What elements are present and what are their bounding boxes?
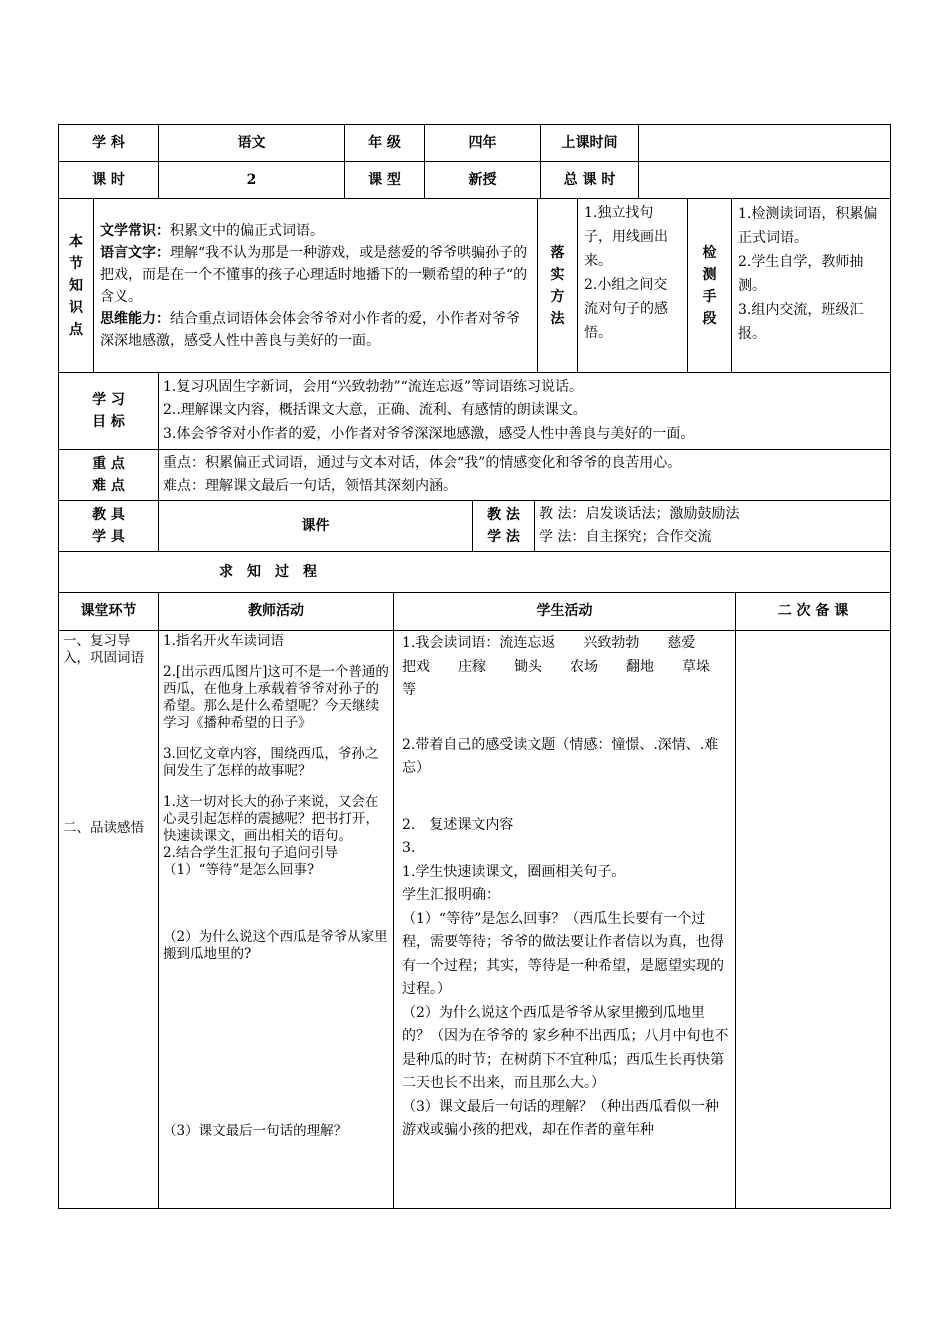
knowledge-content — [94, 199, 538, 373]
student-item: （2）为什么说这个西瓜是爷爷从家里搬到瓜地里的？（因为在爷爷的 家乡种不出西瓜；八月中旬也不是种瓜的时节；在树荫下不宜种瓜；西瓜生长再快第二天也长不出来，而且那么大。） — [402, 1004, 729, 1091]
subject-label: 学 科 — [59, 125, 159, 162]
knowledge-label: 本 节 知 识 点 — [59, 199, 94, 373]
tools-label: 教 具 学 具 — [59, 501, 159, 552]
student-item: 3. — [402, 840, 416, 856]
student-item: 1.学生快速读课文，圈画相关句子。 — [402, 863, 626, 880]
process-table — [58, 592, 891, 1209]
class-time-value[interactable] — [639, 125, 891, 162]
teacher-item: 2.[出示西瓜图片]这可不是一个普通的西瓜，在他身上承载着爷爷对孙子的希望。那么是什么希望呢？今天继续学习《播种希望的日子》 — [163, 664, 389, 731]
knowledge-item: 文学常识：积累文中的偏正式词语。 — [100, 222, 324, 239]
column-stage: 课堂环节 — [59, 593, 159, 631]
teacher-column — [159, 631, 394, 1209]
grade-value: 四年 — [425, 125, 541, 162]
knowledge-item: 语言文字：理解“我不认为那是一种游戏，或是慈爱的爷爷哄骗孙子的把戏，而是在一个不懂事的孩子心理适时地播下的一颗希望的种子“的含义。 — [100, 244, 528, 305]
keypoints-label: 重 点 难 点 — [59, 450, 159, 501]
period-label: 课 时 — [59, 162, 159, 199]
teacher-item: （3）课文最后一句话的理解？ — [163, 1123, 348, 1139]
tools-value: 课件 — [159, 501, 473, 552]
teaching-method-content: 教 法：启发谈话法；激励鼓励法 学 法：自主探究；合作交流 — [535, 501, 891, 552]
period-value: 2 — [159, 162, 345, 199]
method-label: 落 实 方 法 — [538, 199, 578, 373]
teacher-item: （2）为什么说这个西瓜是爷爷从家里搬到瓜地里的? — [163, 929, 388, 962]
column-teacher: 教师活动 — [159, 593, 394, 631]
stage-item: 一、复习导入，巩固词语 — [63, 633, 144, 666]
subject-value: 语文 — [159, 125, 345, 162]
teaching-method-label: 教 法 学 法 — [473, 501, 535, 552]
student-item: （3）课文最后一句话的理解？（种出西瓜看似一种游戏或骗小孩的把戏，却在作者的童年种 — [402, 1098, 719, 1138]
total-periods-label: 总 课 时 — [541, 162, 639, 199]
check-content: 1.检测读词语，积累偏正式词语。 2.学生自学，教师抽测。 3.组内交流，班级汇报。 — [732, 199, 891, 373]
grade-label: 年 级 — [345, 125, 425, 162]
header-table — [58, 124, 891, 199]
column-second-prep: 二 次 备 课 — [736, 593, 891, 631]
knowledge-table — [58, 198, 891, 373]
teacher-item: （1）“等待”是怎么回事? — [163, 862, 315, 878]
keypoints-content: 重点：积累偏正式词语，通过与文本对话，体会“我”的情感变化和爷爷的良苦用心。 难点：理解课文最后一句话，领悟其深刻内涵。 — [159, 450, 891, 501]
student-item: 1.我会读词语：流连忘返 兴致勃勃 慈爱 把戏 庄稼 锄头 农场 翻地 草垛 等 — [402, 635, 724, 698]
process-title: 求 知 过 程 — [59, 552, 891, 593]
teacher-item: 1.指名开火车读词语 — [163, 633, 284, 649]
teacher-item: 1.这一切对长大的孙子来说，又会在心灵引起怎样的震撼呢？把书打开，快速读课文，画出相关的语句。 — [163, 794, 379, 844]
student-column — [394, 631, 736, 1209]
second-prep-column[interactable] — [736, 631, 891, 1209]
goals-table — [58, 372, 891, 501]
tools-table — [58, 500, 891, 552]
student-item: （1）“等待”是怎么回事？（西瓜生长要有一个过程，需要等待；爷爷的做法要让作者信以为真，也得有一个过程；其实，等待是一种希望，是愿望实现的过程。） — [402, 910, 724, 997]
knowledge-item: 思维能力：结合重点词语体会体会爷爷对小作者的爱，小作者对爷爷深深地感激，感受人性中善良与美好的一面。 — [100, 310, 520, 349]
stage-column — [59, 631, 159, 1209]
student-item: 2. 复述课文内容 — [402, 816, 514, 833]
teacher-item: 3.回忆文章内容，围绕西瓜，爷孙之间发生了怎样的故事呢？ — [163, 746, 379, 779]
process-title-table — [58, 551, 891, 593]
class-time-label: 上课时间 — [541, 125, 639, 162]
total-periods-value[interactable] — [639, 162, 891, 199]
goals-label: 学 习 目 标 — [59, 373, 159, 450]
student-item: 学生汇报明确： — [402, 887, 500, 903]
method-content: 1.独立找句子，用线画出来。 2.小组之间交流对句子的感悟。 — [578, 199, 688, 373]
teacher-item: 2.结合学生汇报句子追问引导 — [163, 845, 338, 861]
column-student: 学生活动 — [394, 593, 736, 631]
stage-item: 二、品读感悟 — [63, 820, 144, 836]
student-item: 2.带着自己的感受读文题（情感：憧憬、.深情、.难忘） — [402, 736, 719, 776]
lesson-plan-sheet — [58, 124, 891, 1209]
goals-content: 1.复习巩固生字新词，会用“兴致勃勃”“流连忘返”等词语练习说话。 2..理解课文内容，概括课文大意，正确、流利、有感情的朗读课文。 3.体会爷爷对小作者的爱，小作者对爷爷深深地感激，感受人性中善良与美好的一面。 — [159, 373, 891, 450]
check-label: 检 测 手 段 — [688, 199, 732, 373]
type-label: 课 型 — [345, 162, 425, 199]
type-value: 新授 — [425, 162, 541, 199]
